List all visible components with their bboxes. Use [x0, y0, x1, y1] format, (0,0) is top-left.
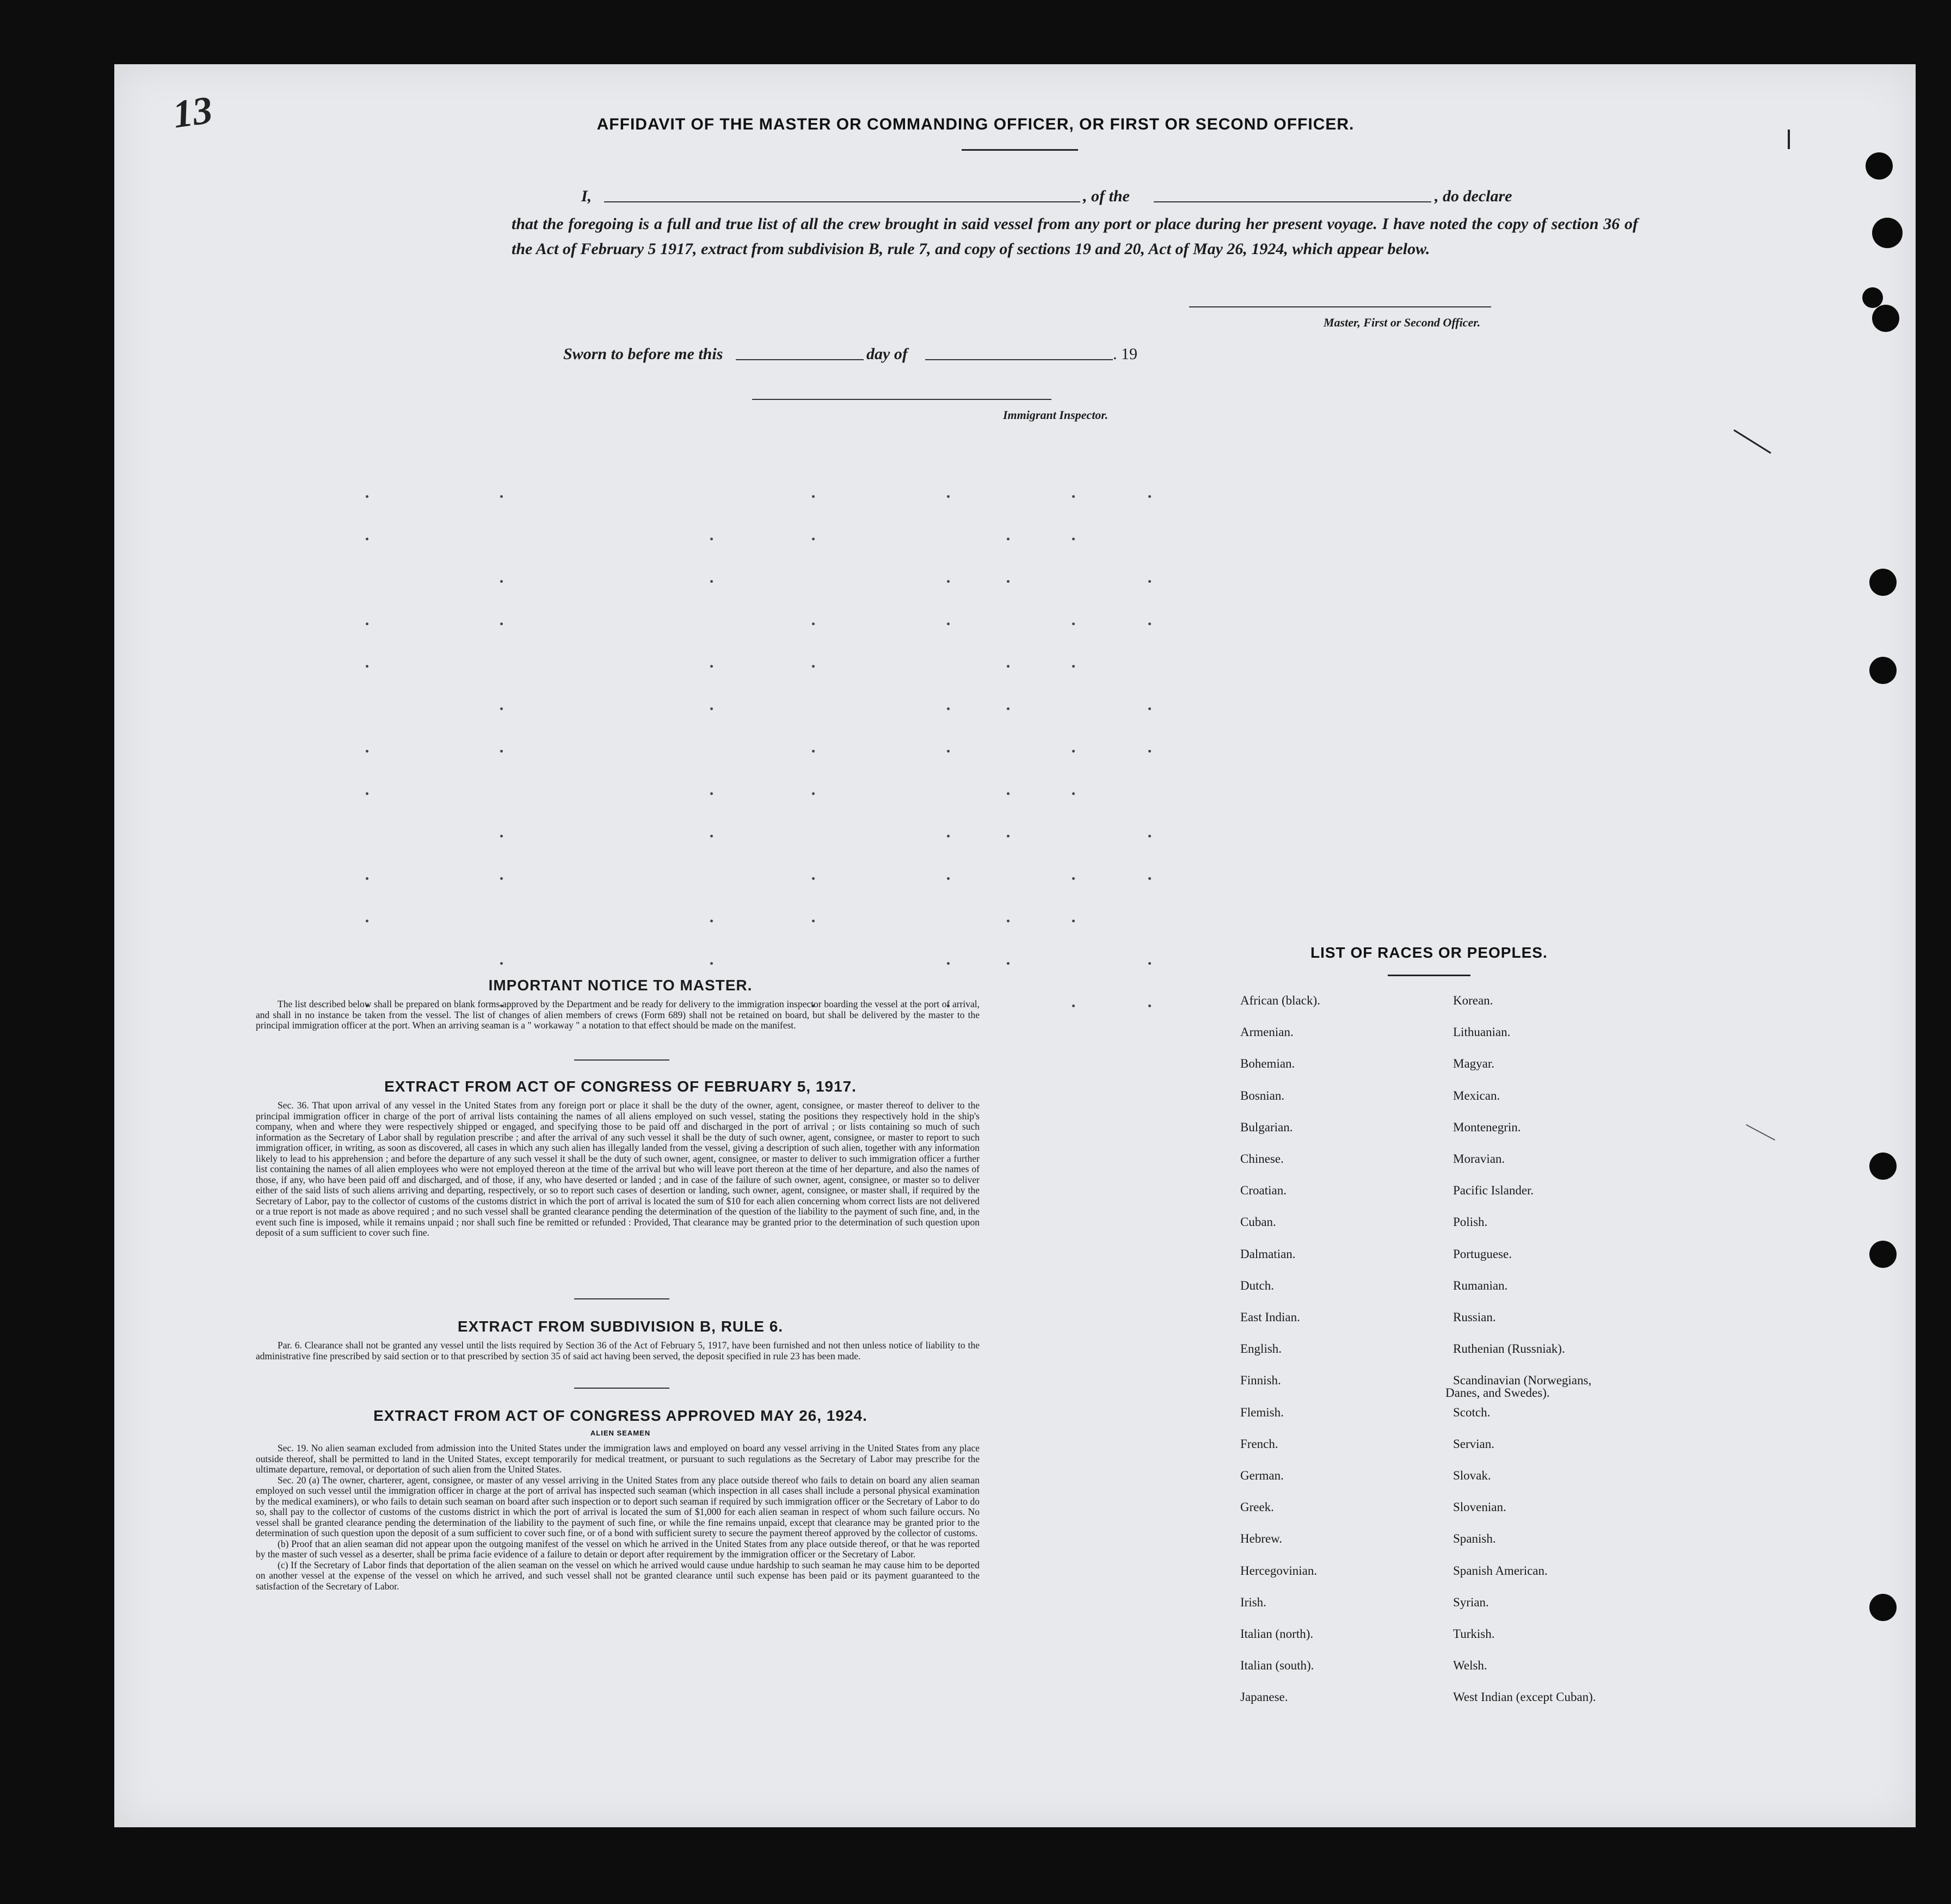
race-item: Flemish. [1240, 1405, 1284, 1419]
bleed-through-dot [1007, 538, 1010, 540]
bleed-through-dot [1007, 920, 1010, 922]
bleed-through-dot [947, 750, 950, 753]
bleed-through-dot [500, 962, 503, 965]
race-item: Irish. [1240, 1595, 1266, 1609]
race-item: Spanish American. [1453, 1563, 1548, 1578]
bleed-through-dot [1148, 962, 1151, 965]
bleed-through-dot [500, 750, 503, 753]
race-item: Bosnian. [1240, 1088, 1285, 1102]
bleed-through-dot [1007, 665, 1010, 668]
race-item: Magyar. [1453, 1057, 1495, 1071]
binder-hole [1866, 152, 1893, 180]
race-item: Rumanian. [1453, 1278, 1508, 1292]
divider [1388, 975, 1470, 976]
race-item: Ruthenian (Russniak). [1453, 1342, 1565, 1356]
binder-hole [1872, 305, 1899, 332]
bleed-through-dot [1072, 1005, 1075, 1007]
bleed-through-dot [1148, 750, 1151, 753]
race-item-continuation: Danes, and Swedes). [1445, 1386, 1550, 1400]
race-item: Lithuanian. [1453, 1025, 1511, 1039]
bleed-through-dot [1072, 877, 1075, 880]
race-item: Croatian. [1240, 1184, 1287, 1198]
bleed-through-dot [1007, 580, 1010, 583]
race-item: Hebrew. [1240, 1532, 1283, 1546]
sworn-day-blank [736, 359, 864, 360]
race-item: Japanese. [1240, 1690, 1288, 1704]
bleed-through-dot [1148, 707, 1151, 710]
extract-1924-paragraph: Sec. 19. No alien seaman excluded from admission into the United States under the immigration laws and employed on board any vessel arriving in the United States from any place outside thereof, shall be permitted to land in the United States, except temporarily for medical treatment, or pursuant to such regulations as the Secretary of Labor may prescribe for the ultimate departure, removal, or deportation of such alien from the United States. [256, 1443, 980, 1475]
extract-rule6-paragraph: Par. 6. Clearance shall not be granted any vessel until the lists required by Section 36 of the Act of February 5, 1917, have been furnished and not then unless notice of liability to the administrative fine prescribed by said section or to that prescribed by section 35 of said act having been served, the deposit specified in rule 23 has been made. [256, 1340, 980, 1361]
race-item: Russian. [1453, 1310, 1496, 1324]
bleed-through-dot [1007, 835, 1010, 837]
notice-body [256, 999, 980, 1031]
bleed-through-dot [1072, 665, 1075, 668]
handwritten-page-mark: 13 [170, 88, 216, 137]
bleed-through-dot [710, 580, 713, 583]
bleed-through-dot [366, 750, 368, 753]
race-item: Dutch. [1240, 1278, 1274, 1292]
bleed-through-dot [710, 707, 713, 710]
race-item: Slovenian. [1453, 1500, 1506, 1514]
race-item: Servian. [1453, 1437, 1495, 1451]
name-blank [604, 201, 1080, 202]
race-item: East Indian. [1240, 1310, 1300, 1324]
race-item: Spanish. [1453, 1532, 1496, 1546]
race-item: Greek. [1240, 1500, 1274, 1514]
extract-1917-paragraph: Sec. 36. That upon arrival of any vessel in the United States from any foreign port or place it shall be the duty of the owner, agent, consignee, or master thereof to deliver to the principal immigration officer in charge of the port of arrival lists containing the names of all aliens employed on such vessel, stating the positions they respectively hold in the ship's company, when and where they were respectively shipped or engaged, and specifying those to be paid off and discharged in the port of arrival ; or lists containing so much of such information as the Secretary of Labor shall by regulation prescribe ; and after the arrival of any such vessel it shall be the duty of such owner, agent, consignee, or master to report to such immigration officer, in writing, as soon as discovered, all cases in which any such alien has illegally landed from the vessel, giving a description of such alien, together with any information likely to lead to his apprehension ; and before the departure of any such vessel it shall be the duty of such owner, agent, consignee, or master to deliver to such immigration officer a further list containing the names of all alien employees who were not employed thereon at the time of the arrival but who will leave port thereon at the time of her departure, and also the names of those, if any, who have been paid off and discharged, and of those, if any, who have deserted or landed ; and in case of the failure of such owner, agent, consignee, or master so to deliver either of the said lists of such aliens arriving and departing, respectively, or so to report such cases of desertion or landing, such owner, agent, consignee, or master shall, if required by the Secretary of Labor, pay to the collector of customs of the customs district in which the port of arrival is located the sum of $10 for each alien concerning whom correct lists are not delivered or a true report is not made as above required ; and no such vessel shall be granted clearance pending the determination of the question of the liability to the payment of such fine, and, in the event such fine is imposed, while it remains unpaid ; nor shall such fine be remitted or refunded : Provided, That clearance may be granted prior to the determination of such question upon deposit of a sum sufficient to cover such fine. [256, 1100, 980, 1238]
bleed-through-dot [366, 792, 368, 795]
binder-hole [1869, 1594, 1897, 1621]
binder-hole [1862, 287, 1883, 308]
bleed-through-dot [1072, 623, 1075, 625]
race-item: Chinese. [1240, 1152, 1284, 1166]
bleed-through-dot [1072, 750, 1075, 753]
bleed-through-dot [1072, 920, 1075, 922]
sworn-label: Sworn to before me this [563, 345, 723, 363]
bleed-through-dot [1148, 495, 1151, 498]
race-item: Scotch. [1453, 1405, 1491, 1419]
bleed-through-dot [947, 623, 950, 625]
race-item: French. [1240, 1437, 1278, 1451]
bleed-through-dot [812, 538, 815, 540]
bleed-through-dot [710, 792, 713, 795]
bleed-through-dot [500, 877, 503, 880]
bleed-through-dot [1072, 792, 1075, 795]
bleed-through-dot [1148, 835, 1151, 837]
binder-hole [1872, 218, 1903, 248]
extract-1924-title: EXTRACT FROM ACT OF CONGRESS APPROVED MAY 26, 1924. [373, 1407, 867, 1424]
races-title: LIST OF RACES OR PEOPLES. [1310, 944, 1548, 961]
divider [574, 1059, 669, 1061]
race-item: Korean. [1453, 994, 1493, 1007]
bleed-through-dot [1007, 707, 1010, 710]
bleed-through-dot [947, 877, 950, 880]
bleed-through-dot [1072, 538, 1075, 540]
bleed-through-dot [366, 920, 368, 922]
day-of-label: day of [866, 345, 908, 363]
extract-1924-paragraph: Sec. 20 (a) The owner, charterer, agent, consignee, or master of any vessel arriving in the United States from any place outside thereof who fails to detain on board any alien seaman employed on such vessel until the immigration officer in charge at the port of arrival has inspected such seaman (which inspection in all cases shall include a personal physical examination by the medical examiners), or who fails to detain such seaman on board after such inspection or to deport such seaman if required by such immigration officer or the Secretary of Labor to do so, shall pay to the collector of customs of the customs district in which the port of arrival is located the sum of $1,000 for each alien seaman in respect of whom such failure occurs. No vessel shall be granted clearance pending the determination of the liability to the payment of such fine, or while the fine remains unpaid, except that clearance may be granted prior to the determination of such question upon the deposit of a sum sufficient to cover such fine, or of a bond with sufficient surety to secure the payment thereof approved by the collector of customs. [256, 1474, 980, 1538]
bleed-through-dot [500, 580, 503, 583]
bleed-through-dot [366, 495, 368, 498]
bleed-through-dot [710, 665, 713, 668]
bleed-through-dot [366, 538, 368, 540]
bleed-through-dot [366, 877, 368, 880]
race-item: Bulgarian. [1240, 1120, 1293, 1134]
bleed-through-dot [812, 920, 815, 922]
bleed-through-dot [366, 665, 368, 668]
bleed-through-dot [710, 835, 713, 837]
race-item: Italian (south). [1240, 1659, 1314, 1673]
bleed-through-dot [947, 707, 950, 710]
notice-paragraph: The list described below shall be prepared on blank forms approved by the Department and be ready for delivery to the immigration inspector boarding the vessel at the port of arrival, and shall in no instance be taken from the vessel. The list of changes of alien members of crews (Form 689) shall not be retained on board, but shall be delivered by the master to the principal immigration officer at the port. When an arriving seaman is a " workaway " a notation to that effect should be made on the manifest. [256, 999, 980, 1031]
race-item: Montenegrin. [1453, 1120, 1521, 1134]
signature-line [1189, 306, 1491, 307]
bleed-through-dot [947, 962, 950, 965]
race-item: Turkish. [1453, 1627, 1495, 1641]
race-item: Portuguese. [1453, 1247, 1512, 1261]
race-item: Slovak. [1453, 1469, 1491, 1482]
signature-caption: Master, First or Second Officer. [1324, 316, 1481, 329]
bleed-through-dot [710, 920, 713, 922]
affidavit-declare-label: , do declare [1435, 187, 1512, 205]
bleed-through-dot [1148, 623, 1151, 625]
bleed-through-dot [812, 877, 815, 880]
affidavit-i-label: I, [581, 187, 592, 205]
bleed-through-dot [1007, 962, 1010, 965]
race-item: English. [1240, 1342, 1282, 1356]
bleed-through-dot [500, 495, 503, 498]
bleed-through-dot [1072, 495, 1075, 498]
race-item: African (black). [1240, 994, 1320, 1007]
extract-1924-subtitle: ALIEN SEAMEN [590, 1429, 651, 1437]
race-item: German. [1240, 1469, 1284, 1482]
race-item: Welsh. [1453, 1659, 1487, 1673]
bleed-through-dot [500, 623, 503, 625]
bleed-through-dot [710, 538, 713, 540]
bleed-through-dot [812, 623, 815, 625]
race-item: Scandinavian (Norwegians, [1453, 1373, 1592, 1388]
notice-title: IMPORTANT NOTICE TO MASTER. [488, 977, 753, 994]
affidavit-of-the-label: , of the [1083, 187, 1130, 205]
sworn-month-blank [925, 359, 1113, 360]
bleed-through-dot [947, 835, 950, 837]
divider [962, 149, 1078, 151]
extract-1924-body [256, 1443, 980, 1592]
race-item: Cuban. [1240, 1215, 1276, 1229]
bleed-through-dot [1148, 580, 1151, 583]
binder-hole [1869, 1241, 1897, 1268]
bleed-through-dot [812, 792, 815, 795]
race-item: Moravian. [1453, 1152, 1505, 1166]
binder-hole [1869, 1153, 1897, 1180]
race-item: Syrian. [1453, 1595, 1489, 1609]
race-item: Bohemian. [1240, 1057, 1295, 1071]
vessel-blank [1154, 201, 1431, 202]
bleed-through-dot [500, 835, 503, 837]
divider [574, 1298, 669, 1299]
race-item: Pacific Islander. [1453, 1184, 1534, 1198]
affidavit-body: that the foregoing is a full and true list of all the crew brought in said vessel from any port or place during her present voyage. I have noted the copy of section 36 of the Act of February 5 1917, extract from subdivision B, rule 7, and copy of sections 19 and 20, Act of May 26, 1924, which appear below. [512, 215, 1638, 258]
race-item: Dalmatian. [1240, 1247, 1296, 1261]
extract-rule6-title: EXTRACT FROM SUBDIVISION B, RULE 6. [457, 1318, 784, 1335]
bleed-through-dot [812, 665, 815, 668]
scratch-mark [1788, 130, 1790, 149]
inspector-signature-line [752, 399, 1051, 400]
race-item: Mexican. [1453, 1088, 1500, 1102]
bleed-through-dot [366, 623, 368, 625]
race-item: Italian (north). [1240, 1627, 1314, 1641]
race-item: Hercegovinian. [1240, 1563, 1318, 1578]
extract-1924-paragraph: (b) Proof that an alien seaman did not appear upon the outgoing manifest of the vessel on which he arrived in the United States from any place outside thereof, or that he was reported by the master of such vessel as a deserter, shall be prima facie evidence of a failure to detain or deport after requirement by the immigration officer or the Secretary of Labor. [256, 1538, 980, 1560]
bleed-through-dot [710, 962, 713, 965]
extract-rule6-body [256, 1340, 980, 1361]
inspector-caption: Immigrant Inspector. [1003, 408, 1109, 422]
bleed-through-dot [947, 495, 950, 498]
binder-hole [1869, 657, 1897, 684]
bleed-through-dot [1007, 792, 1010, 795]
bleed-through-dot [812, 750, 815, 753]
year-prefix: . 19 [1113, 345, 1137, 363]
affidavit-title: AFFIDAVIT OF THE MASTER OR COMMANDING OFFICER, OR FIRST OR SECOND OFFICER. [596, 115, 1355, 133]
bleed-through-dot [947, 580, 950, 583]
bleed-through-dot [1148, 877, 1151, 880]
race-item: Finnish. [1240, 1373, 1281, 1388]
binder-hole [1869, 569, 1897, 596]
bleed-through-dot [1148, 1005, 1151, 1007]
divider [574, 1388, 669, 1389]
extract-1917-title: EXTRACT FROM ACT OF CONGRESS OF FEBRUARY 5, 1917. [384, 1078, 857, 1095]
bleed-through-dot [500, 707, 503, 710]
extract-1917-body [256, 1100, 980, 1238]
extract-1924-paragraph: (c) If the Secretary of Labor finds that deportation of the alien seaman on the vessel on which he arrived would cause undue hardship to such seaman he may cause him to be deported on another vessel at the expense of the vessel on which he arrived, and such vessel shall not be granted clearance until such expense has been paid or its payment guaranteed to the satisfaction of the Secretary of Labor. [256, 1559, 980, 1592]
race-item: Armenian. [1240, 1025, 1294, 1039]
race-item: West Indian (except Cuban). [1453, 1690, 1596, 1704]
bleed-through-dot [812, 495, 815, 498]
race-item: Polish. [1453, 1215, 1488, 1229]
